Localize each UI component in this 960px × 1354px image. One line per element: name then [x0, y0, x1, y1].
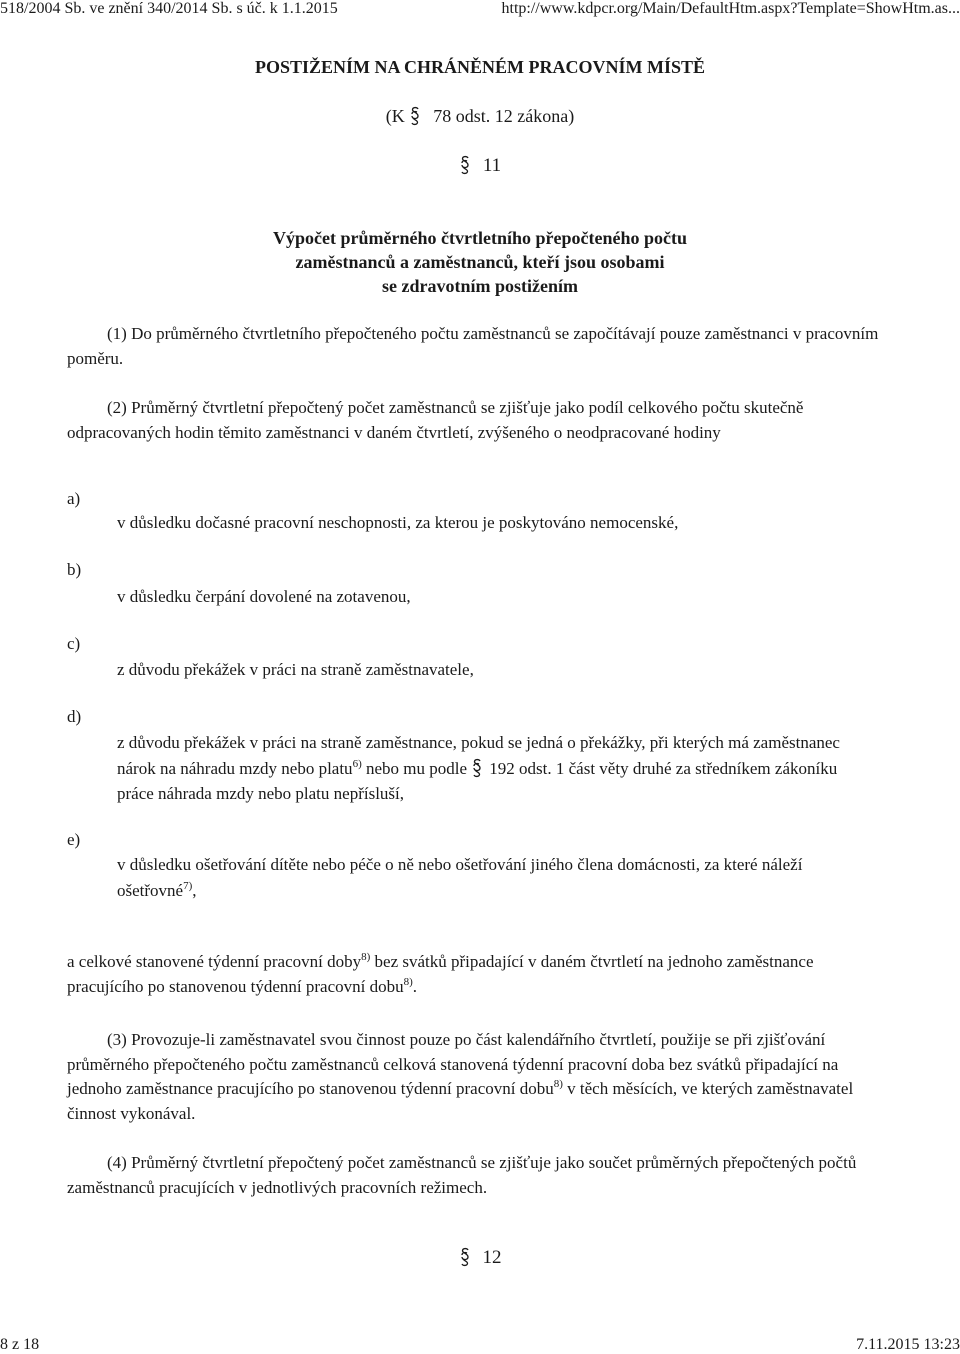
section-number-11	[0, 155, 960, 177]
list-item-c: z důvodu překážek v práci na straně zaměstnavatele,	[117, 660, 474, 679]
footnote-ref: 8)	[403, 975, 413, 988]
list-label-a: a)	[67, 489, 81, 508]
page-counter: 8 z 18	[0, 1336, 40, 1353]
section-heading-line-2: zaměstnanců a zaměstnanců, kteří jsou osobami	[295, 252, 665, 272]
paragraph-1: (1) Do průměrného čtvrtletního přepočteného počtu zaměstnanců se započítávají pouze zaměstnanci v pracovním poměru.	[67, 324, 879, 368]
list-label-b: b)	[67, 560, 82, 579]
list-label-c: c)	[67, 634, 81, 653]
section-title: POSTIŽENÍM NA CHRÁNĚNÉM PRACOVNÍM MÍSTĚ	[254, 57, 706, 77]
section-number-12	[0, 1247, 960, 1269]
paragraph-2: (2) Průměrný čtvrtletní přepočtený počet zaměstnanců se zjišťuje jako podíl celkového počtu skutečně odpracovaných hodin těmito zaměstnanci v daném čtvrtletí, zvýšeného o neodpracované hodiny	[67, 398, 804, 442]
section-heading-line-1: Výpočet průměrného čtvrtletního přepočteného počtu	[273, 228, 687, 248]
footnote-ref: 8)	[361, 951, 371, 963]
paragraph-2-continuation: a celkové stanovené týdenní pracovní doby$^{8)}$ bez svátků připadající v daném čtvrtletí na jednoho zaměstnance pracujícího po stanovenou týdenní pracovní dobu$^{8)}$.	[67, 951, 814, 996]
section-number-label: 12	[482, 1247, 502, 1268]
paragraph-3: (3) Provozuje-li zaměstnavatel svou činnost pouze po část kalendářního čtvrtletí, použije se při zjišťování průměrného přepočteného počtu zaměstnanců celková stanovená týdenní pracovní doba bez svátků připadající na jednoho zaměstnance pracujícího po stanovenou týdenní pracovní dobu$^{8)}$ v těch měsících, ve kterých zaměstnavatel činnost vykonával.	[67, 1030, 854, 1123]
section-number-label: 11	[482, 155, 502, 176]
list-label-e: e)	[67, 830, 81, 849]
section-heading-line-3: se zdravotním postižením	[382, 276, 578, 296]
paragraph-sign-icon	[459, 155, 471, 175]
list-item-a: v důsledku dočasné pracovní neschopnosti, za kterou je poskytováno nemocenské,	[117, 513, 679, 532]
print-timestamp: 7.11.2015 13:23	[856, 1336, 960, 1353]
list-item-d: z důvodu překážek v práci na straně zaměstnance, pokud se jedná o překážky, při kterých má zaměstnanec nárok na náhradu mzdy nebo platu$^{6)}$ nebo mu podle 192 odst. 1 část věty druhé za středníkem zákoníku práce náhrada mzdy nebo platu nepřísluší,	[117, 733, 840, 803]
paragraph-sign-icon	[459, 1247, 471, 1267]
footnote-ref: 8)	[553, 1078, 563, 1090]
footnote-ref: 7)	[183, 879, 193, 892]
paragraph-4: (4) Průměrný čtvrtletní přepočtený počet zaměstnanců se zjišťuje jako součet průměrných přepočtených počtů zaměstnanců pracujících v jednotlivých pracovních režimech.	[67, 1153, 857, 1197]
print-header-url: http://www.kdpcr.org/Main/DefaultHtm.aspx?Template=ShowHtm.as...	[501, 0, 960, 17]
paragraph-sign-icon	[471, 758, 483, 778]
footnote-ref: 6)	[352, 757, 362, 770]
list-item-e: v důsledku ošetřování dítěte nebo péče o ně nebo ošetřování jiného člena domácnosti, za které náleží ošetřovné$^{7)}$,	[117, 855, 803, 900]
paragraph-sign-icon	[409, 106, 421, 126]
list-item-b: v důsledku čerpání dovolené na zotavenou,	[117, 587, 411, 606]
print-header-title: 518/2004 Sb. ve znění 340/2014 Sb. s úč. k 1.1.2015	[0, 0, 338, 17]
reference-rest: 78 odst. 12 zákona)	[433, 106, 575, 126]
section-reference	[0, 106, 960, 127]
list-label-d: d)	[67, 707, 82, 726]
reference-prefix: (K	[385, 106, 405, 126]
